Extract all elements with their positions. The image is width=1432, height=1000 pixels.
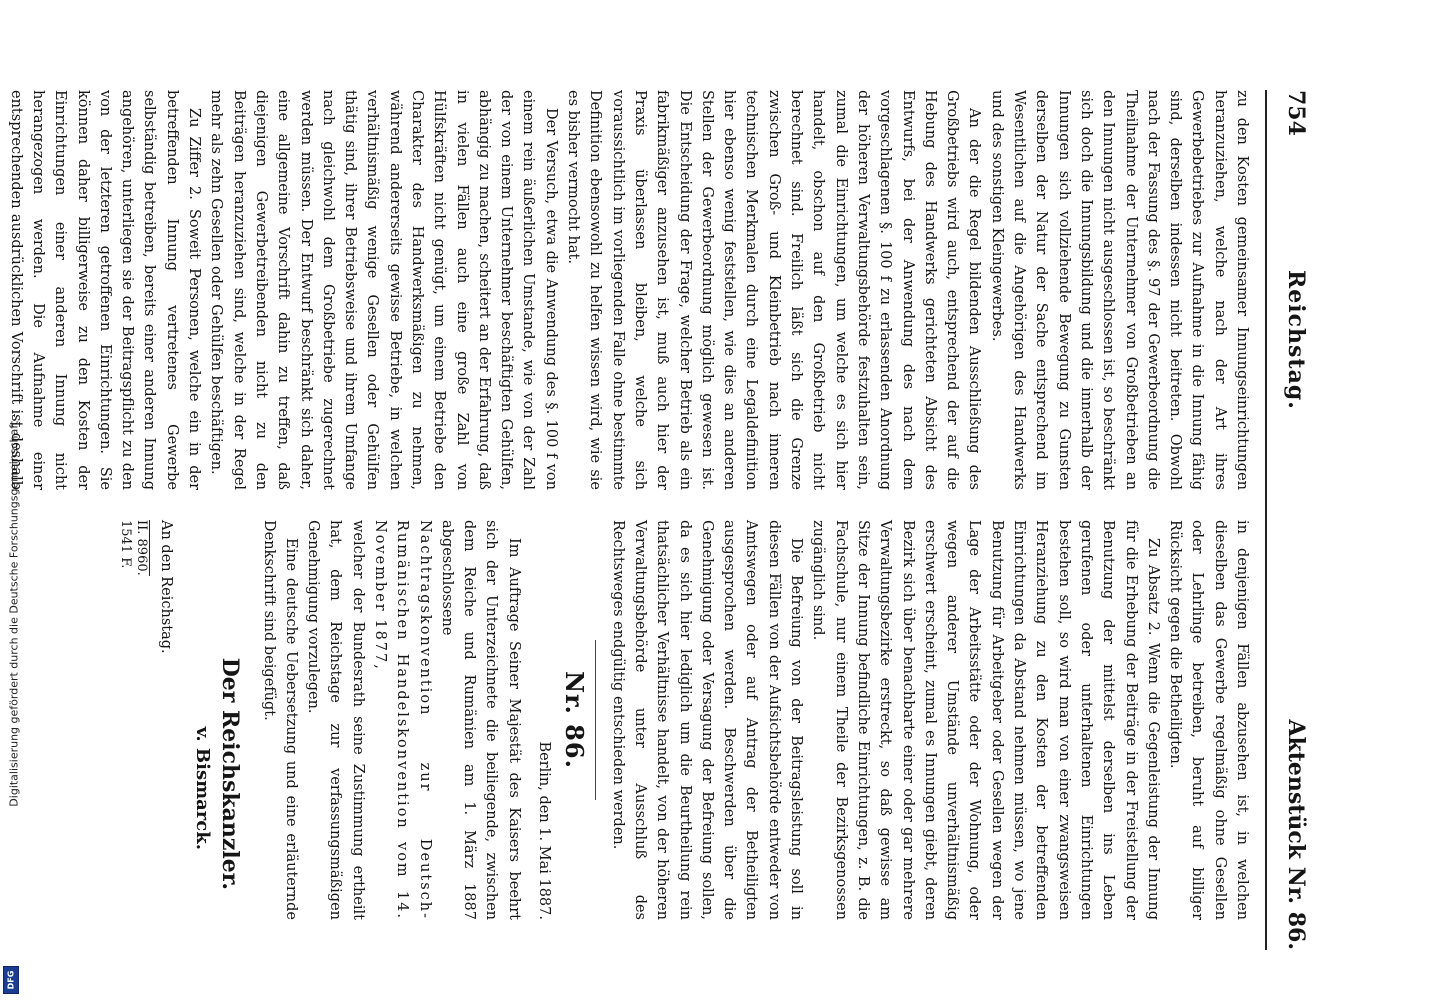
- addressee: An den Reichstag.: [157, 520, 174, 654]
- left-column: [0, 90, 1253, 490]
- document-number: Nr. 86.: [560, 671, 590, 769]
- header-rule: [1265, 90, 1267, 950]
- reference-line-1: II. 8960.: [134, 520, 150, 576]
- signer-name: v. Bismarck.: [191, 726, 213, 850]
- convention-title: Nachtragskonvention zur Deutsch-Rumänischen Handelskonvention vom 14. November 1877,: [372, 520, 433, 920]
- letter-body: Im Auftrage Seiner Majestät des Kaisers beehrt sich der Unterzeichnete die beiliegende, zwischen dem Reiche und Rumänien am 1. März 1887 abgeschlossene: [438, 520, 522, 920]
- paragraph: Zu Ziffer 2. Soweit Personen, welche ein in der betreffenden Innung vertretenes Gewerbe selbständig betreiben, bereits einer anderen Innung angehören, unterliegen sie der Beitragspflicht zu den von der letzteren getroffenen Einrichtungen. Sie können daher billigerweise zu den Kosten der Einrichtungen einer anderen Innung nicht herangezogen werden. Die Aufnahme einer entsprechenden ausdrücklichen Vorschrift ist deshalb: [7, 90, 203, 490]
- paragraph: Zu Absatz 2. Wenn die Gegenleistung der Innung für die Erhebung der Beiträge in der Freistellung der Benutzung der mittelst derselben ins Leben gerufenen oder unterhaltenen Einrichtungen bestehen soll, so wird man von einer zwangsweisen Heranziehung zu den Kosten der betreffenden Einrichtungen da Abstand nehmen müssen, wo jene Benutzung für Arbeitgeber oder Gesellen wegen der Lage der Arbeitsstätte oder der Wohnung, oder wegen anderer Umstände unverhältnismäßig erschwert erscheint, zumal es Innungen giebt, deren Bezirk sich über benachbarte einer oder gar mehrere Verwaltungsbezirke erstreckt, so daß gewisse am Sitze der Innung befindliche Einrichtungen, z. B. die Fachschule, nur einem Theile der Bezirksgenossen zugänglich sind.: [810, 520, 1161, 920]
- reference-number: [117, 520, 150, 920]
- reference-line-2: 1541 F.: [118, 520, 134, 569]
- paragraph: An der die Regel bildenden Ausschließung des Großbetriebs wird auch, entsprechend der auf die Hebung des Handwerks gerichteten Absicht des Entwurfs, bei der Anwendung des nach dem vorgeschlagenen §. 100 f zu erlassenden Anordnung der höheren Verwaltungsbehörde festzuhalten sein, zumal die Einrichtungen, um welche es sich hier handelt, obschon auf den Großbetrieb nicht berechnet sind. Freilich läßt sich die Grenze zwischen Groß- und Kleinbetrieb nach inneren technischen Merkmalen durch eine Legaldefinition hier ebenso wenig feststellen, wie dies an anderen Stellen der Gewerbeordnung möglich gewesen ist. Die Entscheidung der Frage, welcher Betrieb als ein fabrikmäßiger anzusehen ist, muß auch hier der Praxis überlassen bleiben, welche sich voraussichtlich im vorliegenden Falle ohne bestimmte Definition ebensowohl zu helfen wissen wird, wie sie es bisher vermocht hat.: [565, 90, 983, 490]
- dfg-logo: [3, 966, 19, 994]
- letter-body: Eine deutsche Uebersetzung und eine erläuternde Denkschrift sind beigefügt.: [260, 520, 299, 920]
- paragraph: Die Befreiung von der Beitragsleistung soll in diesen Fällen von der Aufsichtsbehörde entweder von Amtswegen oder auf Antrag der Betheiligten ausgesprochen werden. Beschwerden über die Genehmigung oder Versagung der Befreiung sollen, da es sich hier lediglich um die Beurtheilung rein thatsächlicher Verhältnisse handelt, von der höheren Verwaltungsbehörde unter Ausschluß des Rechtsweges endgültig entschieden werden.: [609, 520, 805, 920]
- credit-text: Digitalisierung gefördert durch die Deutsche Forschungsgemeinschaft -: [7, 413, 21, 807]
- aktenstueck-label: Aktenstück Nr. 86.: [1283, 719, 1309, 950]
- paragraph: zu den Kosten gemeinsamer Innungseinrichtungen heranzuziehen, welche nach der Art ihres Gewerbebetriebes zur Aufnahme in die Innung fähig sind, derselben indessen nicht beitreten. Obwohl nach der Fassung des §. 97 der Gewerbeordnung die Theilnahme der Unternehmer von Großbetrieben an den Innungen nicht ausgeschlossen ist, so beschränkt sich doch die Innungsbildung und die innerhalb der Innungen sich vollziehende Bewegung zu Gunsten derselben der Natur der Sache entsprechend im Wesentlichen auf die Angehörigen des Handwerks und des sonstigen Kleingewerbes.: [988, 90, 1250, 490]
- dateline: Berlin, den 1. Mai 1887.: [536, 741, 553, 920]
- dfg-logo-text: DFG: [6, 970, 16, 990]
- section-rule: [595, 640, 596, 800]
- right-column: [117, 520, 1253, 920]
- letter-body: welcher der Bundesrath seine Zustimmung ertheilt hat, dem Reichstage zur verfassungsmäßigen Genehmigung vorzulegen.: [305, 520, 366, 920]
- paragraph: in denjenigen Fällen abzusehen ist, in welchen dieselben das Gewerbe regelmäßig ohne Gesellen oder Lehrlinge betreiben, beruht auf billiger Rücksicht gegen die Betheiligten.: [1167, 520, 1250, 920]
- paragraph: Der Versuch, etwa die Anwendung des §. 100 f von einem rein äußerlichen Umstande, wie von der Zahl der von einem Unternehmer beschäftigten Gehülfen, abhängig zu machen, scheitert an der Erfahrung, daß in vielen Fällen auch eine große Zahl von Hülfskräften nicht genügt, um einem Betriebe den Charakter des Handwerksmäßigen zu nehmen, während andererseits gewisse Betriebe, in welchen verhältnismäßig wenige Gesellen oder Gehülfen thätig sind, ihrer Betriebsweise und ihrem Umfange nach gleichwohl dem Großbetriebe zugerechnet werden müssen. Der Entwurf beschränkt sich daher, eine allgemeine Vorschrift dahin zu treffen, daß diejenigen Gewerbetreibenden nicht zu den Beiträgen heranzuziehen sind, welche in der Regel mehr als zehn Gesellen oder Gehülfen beschäftigen.: [208, 90, 559, 490]
- signer-title: Der Reichskanzler.: [217, 657, 244, 890]
- page-number: 754: [1283, 90, 1309, 136]
- page-header: [1269, 90, 1309, 950]
- running-title: Reichstag.: [1283, 270, 1309, 410]
